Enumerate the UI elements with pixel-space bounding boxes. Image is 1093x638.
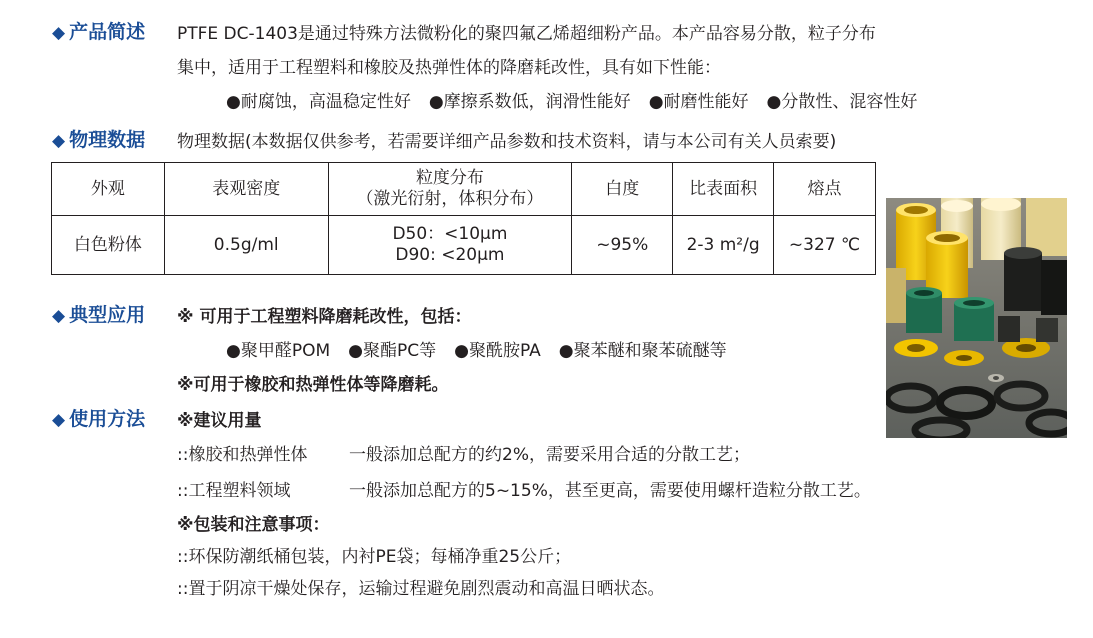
overview-line-2: 集中，适用于工程塑料和橡胶及热弹性体的降磨耗改性，具有如下性能：	[177, 58, 721, 78]
usage-heading: 使用方法	[69, 408, 146, 430]
value-d50: D50：<10μm	[392, 224, 508, 244]
section-heading-usage	[52, 404, 145, 431]
overview-heading: 产品简述	[69, 21, 146, 43]
feature-item: ●分散性、混容性好	[766, 92, 918, 112]
section-heading-physical	[52, 125, 145, 152]
section-heading-overview	[52, 17, 145, 44]
value-density: 0.5g/ml	[164, 216, 328, 275]
dosage-plastics-text: 一般添加总配方的5~15%，甚至更高，需要使用螺杆造粒分散工艺。	[349, 481, 871, 501]
table-header-row	[52, 163, 876, 216]
usage-sub-dosage: ※建议用量	[177, 411, 262, 431]
usage-sub-packaging: ※包装和注意事项：	[177, 515, 330, 535]
header-particle-size-title: 粒度分布	[415, 168, 484, 188]
section-heading-application	[52, 300, 145, 327]
feature-item: ●耐腐蚀，高温稳定性好	[226, 92, 411, 112]
application-heading: 典型应用	[69, 304, 146, 326]
header-particle-size	[328, 163, 572, 216]
dosage-rubber-field: ::橡胶和热弹性体	[177, 445, 308, 465]
application-item: ●聚酰胺PA	[454, 341, 541, 361]
diamond-bullet-icon: ◆	[52, 410, 66, 430]
dosage-plastics-field: ::工程塑料领域	[177, 481, 291, 501]
header-whiteness: 白度	[572, 163, 673, 216]
diamond-bullet-icon: ◆	[52, 306, 66, 326]
header-surface-area: 比表面积	[673, 163, 774, 216]
physical-data-table	[51, 162, 876, 275]
dosage-rubber-text: 一般添加总配方的约2%，需要采用合适的分散工艺；	[349, 445, 750, 465]
application-item: ●聚甲醛POM	[226, 341, 331, 361]
application-item: ●聚苯醚和聚苯硫醚等	[558, 341, 727, 361]
application-item: ●聚酯PC等	[348, 341, 437, 361]
feature-item: ●耐磨性能好	[648, 92, 749, 112]
table-row	[52, 216, 876, 275]
application-line-1: ※ 可用于工程塑料降磨耗改性，包括：	[177, 307, 472, 327]
header-density: 表观密度	[164, 163, 328, 216]
packaging-text: ::环保防潮纸桶包装，内衬PE袋；每桶净重25公斤；	[177, 547, 572, 567]
application-line-2: ※可用于橡胶和热弹性体等降磨耗。	[177, 375, 449, 395]
product-photo-illustration	[886, 198, 1067, 438]
header-particle-size-method: （激光衍射，体积分布）	[356, 189, 544, 209]
value-particle-size	[328, 216, 572, 275]
value-surface-area: 2-3 m²/g	[673, 216, 774, 275]
physical-heading: 物理数据	[69, 129, 146, 151]
physical-note: 物理数据(本数据仅供参考，若需要详细产品参数和技术资料，请与本公司有关人员索要)	[177, 132, 837, 152]
product-photo	[886, 198, 1067, 438]
value-whiteness: ~95%	[572, 216, 673, 275]
feature-item: ●摩擦系数低，润滑性能好	[428, 92, 631, 112]
diamond-bullet-icon: ◆	[52, 131, 66, 151]
diamond-bullet-icon: ◆	[52, 23, 66, 43]
value-appearance: 白色粉体	[52, 216, 165, 275]
header-melting-point: 熔点	[774, 163, 876, 216]
value-d90: D90: <20μm	[395, 245, 505, 265]
value-melting-point: ~327 ℃	[774, 216, 876, 275]
application-items	[226, 336, 727, 361]
overview-features	[226, 87, 917, 112]
storage-text: ::置于阴凉干燥处保存，运输过程避免剧烈震动和高温日晒状态。	[177, 579, 665, 599]
header-appearance: 外观	[52, 163, 165, 216]
overview-line-1: PTFE DC-1403是通过特殊方法微粉化的聚四氟乙烯超细粉产品。本产品容易分散，粒子分布	[177, 24, 876, 44]
